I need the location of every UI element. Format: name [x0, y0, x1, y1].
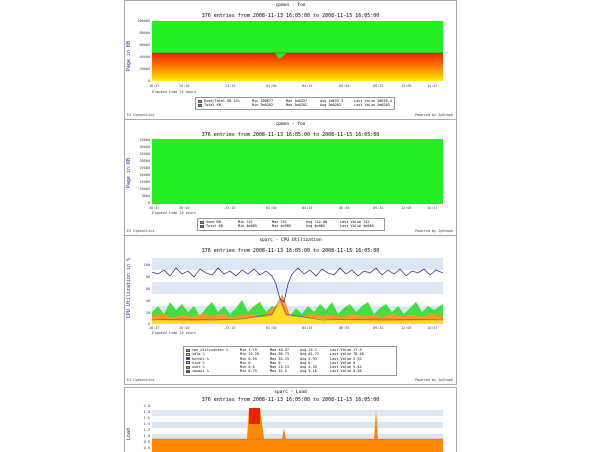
graph-subtitle: 376 entries from 2008-11-13 16:05:00 to 2008-11-15 16:05:00 [201, 397, 380, 403]
x-tick: 01:50 [266, 206, 277, 210]
legend-row: Used KB Min 742 Max 742 Avg 742.00 Last Value 742 [200, 220, 382, 224]
legend-swatch [186, 349, 190, 352]
x-tick: 04:15 [302, 84, 313, 88]
legend-swatch [186, 370, 190, 373]
legend-row: Used/Total KB 15% Min 100K77 Max 1m0437 Avg 1dK55.3 Last Value 1dK55.4 [198, 99, 392, 103]
elapsed-time: Elapsed time 24 hours [152, 331, 197, 335]
x-tick: 20:10 [179, 326, 190, 330]
x-tick: 16:47 [149, 326, 160, 330]
legend-swatch [186, 366, 190, 369]
footer-left: EJ Cybonitics [127, 113, 155, 117]
total-area [152, 139, 443, 204]
x-tick: 01:50 [266, 326, 277, 330]
y-tick: 0 [147, 201, 150, 205]
legend-swatch [200, 225, 204, 228]
legend-swatch [186, 357, 190, 360]
y-tick: 20000 [139, 173, 150, 177]
y-tick: 25000 [139, 166, 150, 170]
y-tick: 20 [145, 311, 150, 315]
load-peak [249, 408, 260, 424]
y-tick: 35000 [139, 152, 150, 156]
graph-title: cpmon - foo [275, 122, 306, 127]
graph-title: cpmon - foo [275, 3, 306, 8]
x-tick: 06:55 [339, 206, 350, 210]
x-tick: 20:10 [179, 206, 190, 210]
y-axis-label: Page in KB [126, 158, 132, 189]
x-tick: 04:15 [302, 326, 313, 330]
footer-right: Powered by JpGraph [415, 378, 453, 382]
y-tick: 0 [147, 322, 150, 326]
legend-swatch [186, 361, 190, 364]
graph-title: sparc - CPU Utilization [259, 238, 322, 243]
y-axis-label: CPU Utilization in % [126, 258, 132, 319]
y-tick: 5000 [141, 194, 150, 198]
band-2 [152, 422, 443, 428]
legend-row: user % Min 0.6 Max 13.13 Avg 4.33 Last Value 5.44 [186, 365, 394, 369]
graph-subtitle: 376 entries from 2008-11-13 16:05:00 to 2008-11-15 16:05:00 [201, 248, 380, 254]
x-tick: 09:32 [373, 84, 384, 88]
load-plot [152, 404, 443, 452]
y-axis-label: Page in KB [126, 41, 132, 72]
x-tick: 06:55 [339, 84, 350, 88]
y-tick: 0.6 [143, 446, 150, 450]
graph-panel-2 [124, 119, 457, 236]
x-tick: 12:05 [401, 326, 412, 330]
cpu-plot [152, 254, 443, 324]
graph-legend [183, 346, 397, 376]
x-tick: 12:05 [401, 84, 412, 88]
legend-row: cpu_utilization % Min 1.19 Max 40.37 Avg 15.1 Last Value 17.9 [186, 348, 394, 352]
y-tick: 100 [143, 263, 150, 267]
y-tick: 0 [147, 79, 150, 83]
y-tick: 100000 [137, 19, 150, 23]
graph-legend [197, 218, 385, 231]
y-tick: 0.8 [143, 440, 150, 444]
elapsed-time: Elapsed time 24 hours [152, 211, 197, 215]
legend-swatch [186, 353, 190, 356]
x-tick: 14:47 [427, 206, 438, 210]
legend-swatch [198, 100, 202, 103]
y-tick: 60000 [139, 43, 150, 47]
x-tick: 09:32 [373, 326, 384, 330]
x-tick: 23:15 [225, 326, 236, 330]
y-tick: 80000 [139, 31, 150, 35]
legend-swatch [198, 104, 202, 107]
legend-row: kernel % Min 0.55 Max 35.15 Avg 5.93 Last Value 3.92 [186, 357, 394, 361]
legend-row: nice % Min 0 Max 0 Avg 0 Last Value 0 [186, 361, 394, 365]
y-tick: 1.8 [143, 410, 150, 414]
legend-row: Total KB Min 4m985 Max 4m985 Avg 4m985 Last Value 4m985 [200, 224, 382, 228]
footer-left: EJ Cybonitics [127, 229, 155, 233]
x-tick: 12:05 [401, 206, 412, 210]
used-area [152, 53, 443, 81]
y-tick: 30000 [139, 159, 150, 163]
x-tick: 06:55 [339, 326, 350, 330]
y-tick: 40000 [139, 55, 150, 59]
x-tick: 16:47 [149, 206, 160, 210]
y-tick: 45000 [139, 138, 150, 142]
graph-title: sparc - Load [274, 390, 307, 395]
y-tick: 10000 [139, 187, 150, 191]
legend-row: iowait % Min 0.75 Max 32.5 Avg 5.18 Last Value 0.56 [186, 369, 394, 373]
graph-panel-3 [124, 235, 457, 385]
graph-legend [195, 97, 395, 110]
area-plot [152, 139, 443, 204]
y-tick: 40000 [139, 145, 150, 149]
x-tick: 20:10 [179, 84, 190, 88]
elapsed-time: Elapsed time 24 hours [152, 90, 197, 94]
x-tick: 23:15 [225, 206, 236, 210]
footer-right: Powered by JpGraph [415, 229, 453, 233]
legend-row: idle % Min 15.25 Max 98.73 Avg 81.72 Last Value 78.48 [186, 352, 394, 356]
x-tick: 01:50 [266, 84, 277, 88]
legend-row: Total KB Min 3m0202 Max 3m0202 Avg 3m0202 Last Value 3m0202 [198, 103, 392, 107]
x-tick: 09:32 [373, 206, 384, 210]
x-tick: 14:47 [427, 84, 438, 88]
y-tick: 15000 [139, 180, 150, 184]
graph-subtitle: 376 entries from 2008-11-13 16:05:00 to 2008-11-15 16:05:00 [201, 13, 380, 19]
x-tick: 23:15 [225, 84, 236, 88]
graph-panel-4 [124, 387, 457, 452]
footer-right: Powered by JpGraph [415, 113, 453, 117]
legend-swatch [200, 221, 204, 224]
band-1 [152, 410, 443, 416]
area-plot [152, 21, 443, 81]
y-tick: 2.0 [143, 404, 150, 408]
graph-subtitle: 376 entries from 2008-11-13 16:05:00 to 2008-11-15 16:05:00 [201, 132, 380, 138]
x-tick: 16:47 [149, 84, 160, 88]
y-tick: 80 [145, 275, 150, 279]
y-tick: 1.2 [143, 428, 150, 432]
used-area [152, 203, 443, 204]
y-tick: 1.6 [143, 416, 150, 420]
y-axis-label: Load [126, 428, 132, 441]
y-tick: 40 [145, 299, 150, 303]
graph-panel-1 [124, 0, 457, 120]
x-tick: 14:47 [427, 326, 438, 330]
band-2 [152, 282, 443, 294]
y-tick: 1.0 [143, 434, 150, 438]
y-tick: 60 [145, 287, 150, 291]
y-tick: 20000 [139, 67, 150, 71]
footer-left: EJ Cybonitics [127, 378, 155, 382]
y-tick: 1.4 [143, 422, 150, 426]
x-tick: 04:15 [302, 206, 313, 210]
